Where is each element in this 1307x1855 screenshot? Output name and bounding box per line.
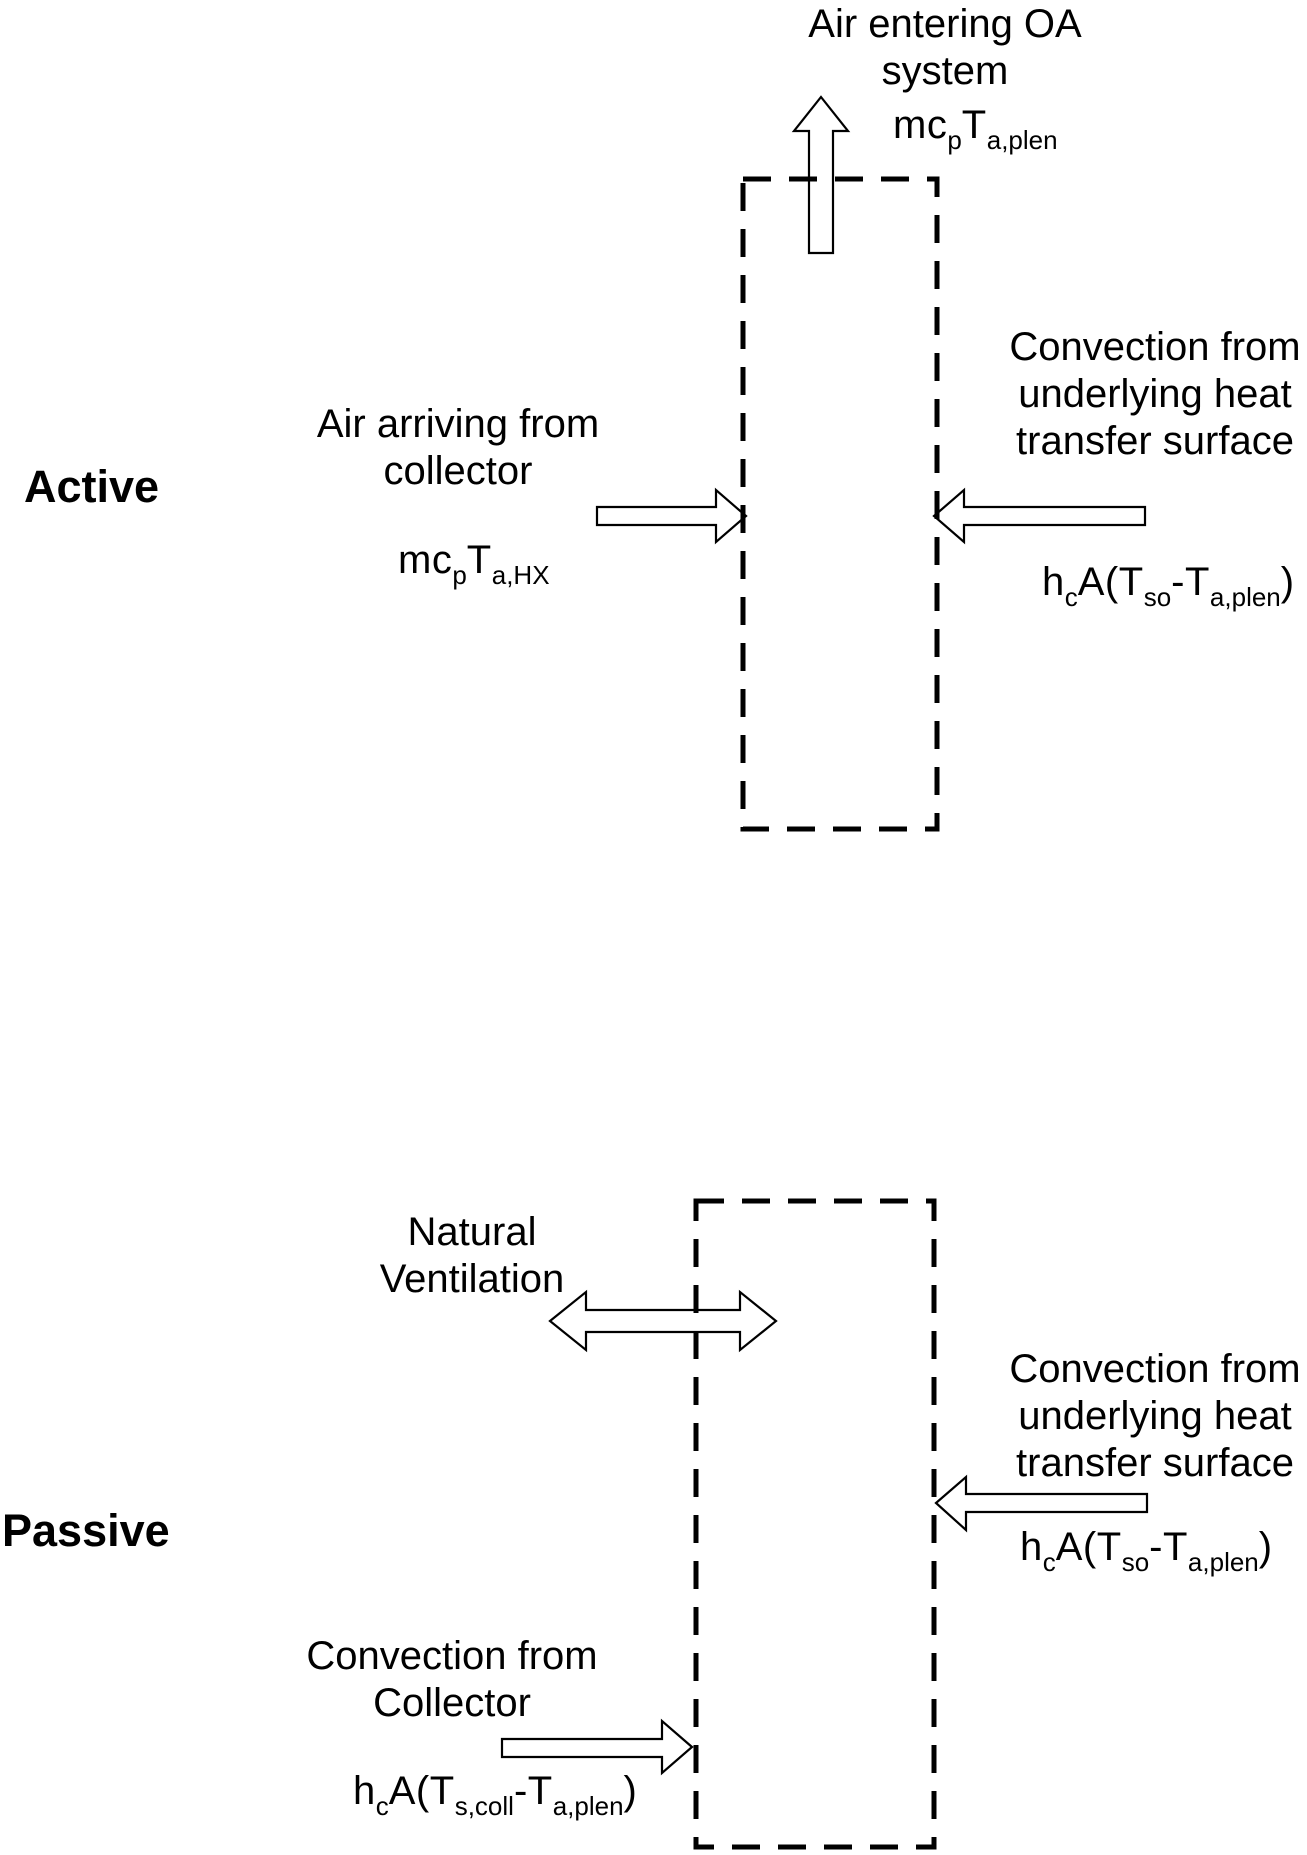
formula-subscript: p — [947, 124, 962, 155]
formula-subscript: p — [452, 559, 467, 590]
formula-subscript: c — [1042, 1546, 1056, 1577]
air-arriving-formula — [398, 537, 550, 599]
formula-segment: -T — [1149, 1525, 1188, 1569]
formula-segment: mc — [893, 103, 948, 147]
formula-segment: A(T — [1055, 1525, 1122, 1569]
convection-collector-label — [306, 1633, 597, 1727]
label-line: Convection from — [306, 1634, 598, 1678]
formula-segment: mc — [398, 538, 453, 582]
formula-subscript: so — [1143, 581, 1172, 612]
air-arriving-arrow-right — [597, 490, 746, 542]
formula-subscript: a,HX — [491, 559, 550, 590]
section-label-active: Active — [24, 461, 160, 512]
formula-subscript: a,plen — [552, 1790, 624, 1821]
label-line: transfer surface — [1016, 419, 1294, 463]
section-label-passive: Passive — [2, 1505, 170, 1556]
formula-segment: ) — [1258, 1525, 1273, 1569]
formula-segment: T — [466, 538, 492, 582]
active-plenum-outline — [743, 179, 937, 829]
label-line: underlying heat — [1018, 372, 1292, 416]
label-line: collector — [383, 449, 533, 493]
convection-surface-formula-active — [1042, 559, 1295, 621]
formula-subscript: a,plen — [986, 124, 1058, 155]
label-line: Collector — [373, 1681, 531, 1725]
formula-subscript: a,plen — [1187, 1546, 1259, 1577]
formula-segment: ) — [623, 1769, 638, 1813]
formula-segment: -T — [513, 1769, 553, 1813]
formula-subscript: c — [375, 1790, 389, 1821]
formula-segment: h — [353, 1769, 376, 1813]
air-entering-formula — [893, 102, 1058, 164]
formula-segment: h — [1020, 1525, 1043, 1569]
passive-plenum-outline — [696, 1201, 934, 1847]
plenum-outlines — [696, 179, 937, 1847]
formula-segment: -T — [1171, 560, 1210, 604]
formula-segment: A(T — [388, 1769, 455, 1813]
convection-surface-formula-passive — [1020, 1524, 1273, 1586]
label-line: Convection from — [1009, 1347, 1301, 1391]
label-line: transfer surface — [1016, 1441, 1294, 1485]
convection-collector-formula — [353, 1768, 637, 1830]
label-line: Ventilation — [379, 1257, 565, 1301]
convection-surface-arrow-left-active — [934, 490, 1145, 542]
formula-subscript: s,coll — [454, 1790, 514, 1821]
label-line: underlying heat — [1018, 1394, 1292, 1438]
formula-segment: h — [1042, 560, 1065, 604]
label-line: Natural — [407, 1210, 537, 1254]
air-entering-label — [808, 1, 1081, 95]
formula-segment: A(T — [1077, 560, 1144, 604]
formula-segment: T — [961, 103, 987, 147]
natural-ventilation-label — [380, 1209, 565, 1303]
air-arriving-label — [317, 401, 599, 495]
label-line: Air entering OA — [808, 2, 1082, 46]
formula-subscript: a,plen — [1209, 581, 1281, 612]
label-line: system — [881, 49, 1009, 93]
label-line: Air arriving from — [316, 402, 600, 446]
convection-surface-label-active — [1009, 324, 1300, 465]
formula-subscript: so — [1121, 1546, 1150, 1577]
formula-subscript: c — [1064, 581, 1078, 612]
formula-segment: ) — [1280, 560, 1295, 604]
air-entering-arrow-up — [794, 97, 848, 253]
convection-collector-arrow-right — [502, 1721, 692, 1773]
natural-ventilation-double-arrow — [550, 1292, 776, 1350]
label-line: Convection from — [1009, 325, 1301, 369]
convection-surface-label-passive — [1009, 1346, 1300, 1487]
